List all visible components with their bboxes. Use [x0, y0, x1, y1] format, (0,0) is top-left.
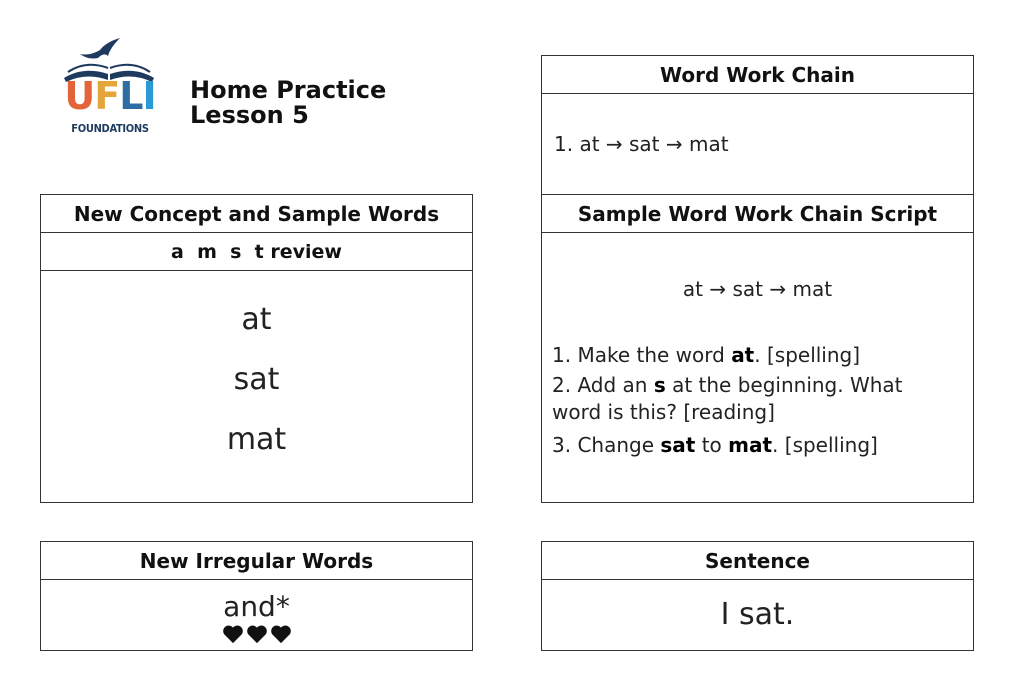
- logo-letter-f: F: [94, 74, 120, 118]
- word-work-chain-box: [541, 55, 974, 195]
- word-work-chain-title: Word Work Chain: [542, 56, 973, 94]
- script-box: [541, 194, 974, 503]
- concept-subtitle: a m s t review: [41, 233, 472, 271]
- page-title: [190, 78, 386, 128]
- script-step-1: 1. Make the word at. [spelling]: [552, 343, 861, 367]
- page-title-line2: Lesson 5: [190, 101, 309, 129]
- sentence-title: Sentence: [542, 542, 973, 580]
- page-title-line1: Home Practice: [190, 76, 387, 104]
- irregular-words-title: New Irregular Words: [41, 542, 472, 580]
- irregular-words-box: [40, 541, 473, 651]
- ufli-logo: [60, 36, 160, 140]
- script-step-2: 2. Add an s at the beginning. What: [552, 373, 903, 397]
- logo-letters: [64, 74, 156, 118]
- heart-icons: [41, 624, 472, 644]
- script-step-2-cont: word is this? [reading]: [552, 400, 775, 424]
- new-concept-box: [40, 194, 473, 503]
- script-chain: at → sat → mat: [682, 277, 833, 301]
- word-work-chain-item: 1. at → sat → mat: [554, 132, 729, 156]
- logo-letter-i: I: [142, 74, 156, 118]
- heart-icon: [270, 624, 292, 644]
- logo-letter-l: L: [119, 74, 143, 118]
- sample-word-1: at: [241, 302, 272, 337]
- script-step-3: 3. Change sat to mat. [spelling]: [552, 433, 878, 457]
- sentence-text: I sat.: [720, 597, 795, 632]
- heart-icon: [246, 624, 268, 644]
- sample-word-2: sat: [233, 362, 280, 397]
- script-title: Sample Word Work Chain Script: [542, 195, 973, 233]
- script-steps: [552, 342, 967, 459]
- logo-letter-u: U: [64, 74, 95, 118]
- heart-icon: [222, 624, 244, 644]
- sentence-box: [541, 541, 974, 651]
- new-concept-title: New Concept and Sample Words: [41, 195, 472, 233]
- irregular-word: and*: [223, 590, 290, 623]
- sample-word-3: mat: [226, 422, 287, 457]
- logo-subtitle: FOUNDATIONS: [71, 122, 149, 135]
